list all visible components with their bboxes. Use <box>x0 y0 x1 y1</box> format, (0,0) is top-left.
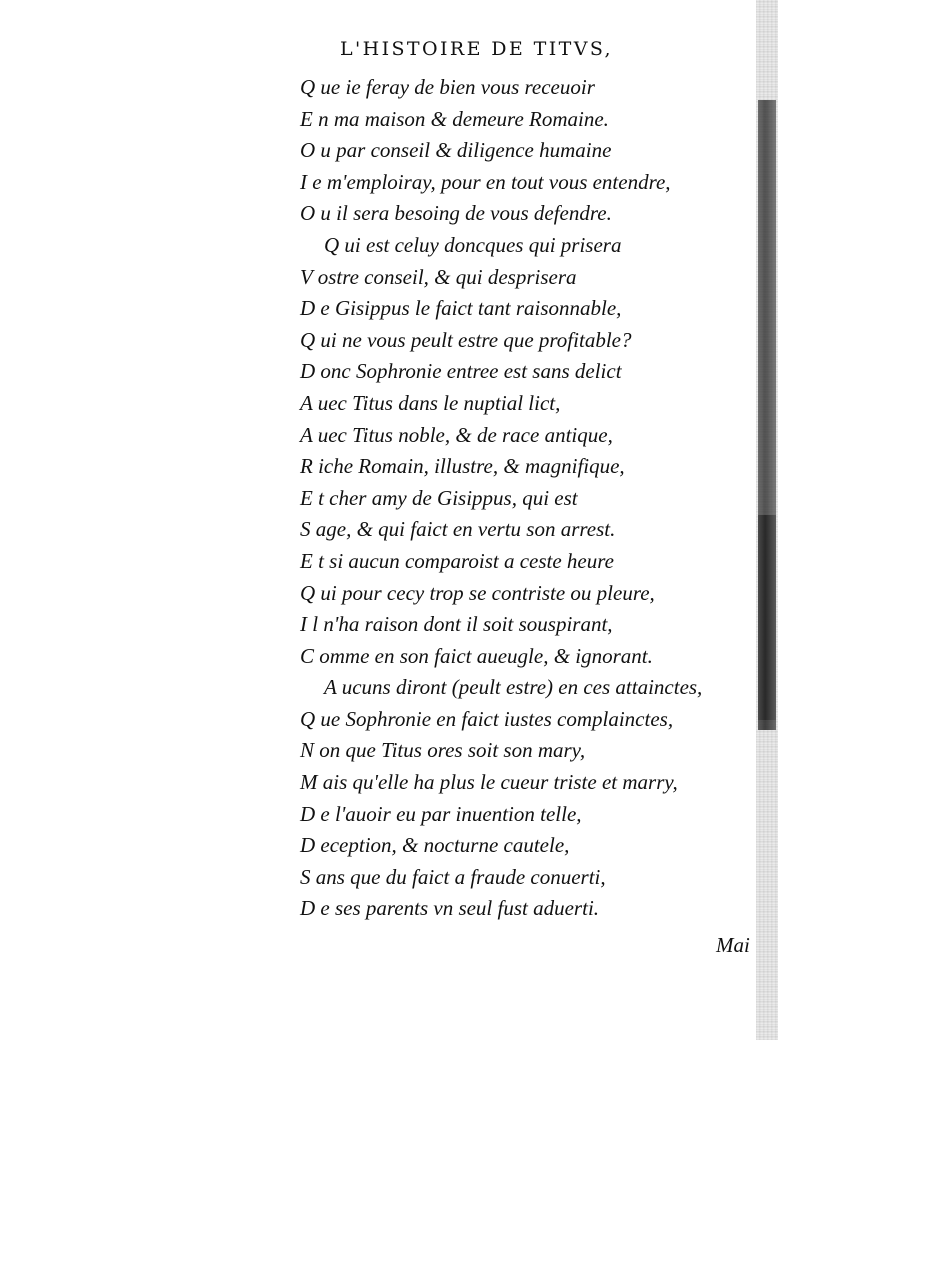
verse-line: S ans que du faict a fraude conuerti, <box>300 864 606 889</box>
verse-line: D e l'auoir eu par inuention telle, <box>300 801 582 826</box>
verse-line: O u par conseil & diligence humaine <box>300 138 612 163</box>
catchword: Mai <box>716 933 750 957</box>
verse-line: N on que Titus ores soit son mary, <box>300 738 586 763</box>
verse-line: R iche Romain, illustre, & magnifique, <box>300 454 625 479</box>
verse-line: D e ses parents vn seul fust aduerti. <box>300 896 600 921</box>
verse-line: C omme en son faict aueugle, & ignorant. <box>300 643 653 668</box>
verse-line: E n ma maison & demeure Romaine. <box>300 106 609 131</box>
page-edge-dark-band-lower <box>758 515 776 730</box>
verse-line: Q ui est celuy doncques qui prisera <box>324 232 622 257</box>
verse-line: Q ue Sophronie en faict iustes complainctes, <box>300 706 674 731</box>
verse-line: Q ui ne vous peult estre que profitable? <box>300 327 632 352</box>
verse-line: M ais qu'elle ha plus le cueur triste et marry, <box>300 770 678 795</box>
verse-line: I l n'ha raison dont il soit souspirant, <box>300 612 613 637</box>
verse-line: I e m'emploiray, pour en tout vous entendre, <box>300 169 671 194</box>
verse-line: A uec Titus noble, & de race antique, <box>300 422 613 447</box>
verse-line: O u il sera besoing de vous defendre. <box>300 201 612 226</box>
verse-line: D e Gisippus le faict tant raisonnable, <box>300 296 622 321</box>
verse-line: A ucuns diront (peult estre) en ces attainctes, <box>324 675 703 700</box>
verse-line: E t si aucun comparoist a ceste heure <box>300 548 614 573</box>
verse-line: E t cher amy de Gisippus, qui est <box>300 485 578 510</box>
verse-line: D onc Sophronie entree est sans delict <box>300 359 622 384</box>
verse-line: Q ui pour cecy trop se contriste ou pleure, <box>300 580 655 605</box>
verse-line: D eception, & nocturne cautele, <box>300 833 570 858</box>
verse-line: S age, & qui faict en vertu son arrest. <box>300 517 616 542</box>
verse-line: A uec Titus dans le nuptial lict, <box>300 390 561 415</box>
running-head: L'HISTOIRE DE TITVS, <box>340 38 613 60</box>
verse-line: V ostre conseil, & qui desprisera <box>300 264 577 289</box>
verse-block <box>300 72 702 925</box>
verse-line: Q ue ie feray de bien vous receuoir <box>300 75 595 99</box>
